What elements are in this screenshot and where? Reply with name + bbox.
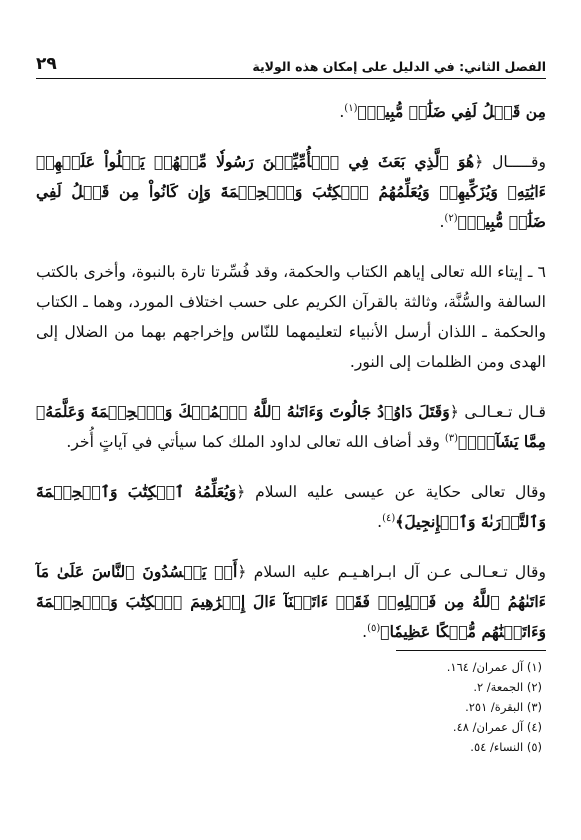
paragraph-tail: .	[439, 213, 445, 231]
footnotes-section	[36, 650, 546, 757]
footnote-ref: (٤)	[382, 512, 396, 524]
paragraph-tail: .	[377, 513, 383, 531]
footnote-item: (٢) الجمعة/ ٢.	[473, 680, 542, 694]
paragraph-2	[36, 147, 546, 237]
paragraph-1	[36, 97, 546, 127]
paragraph-intro: وقـــــال ﴿	[474, 153, 546, 171]
quran-verse: هُوَ ٱلَّذِي بَعَثَ فِي ٱلۡأُمِّيِّـۧنَ رَسُولٗا مِّنۡهُمۡ يَتۡلُواْ عَلَيۡهِمۡ ءَايَٰتِهِۦ وَيُزَكِّيهِمۡ وَيُعَلِّمُهُمُ ٱلۡكِتَٰبَ وَٱلۡحِكۡمَةَ وَإِن كَانُواْ مِن قَبۡلُ لَفِي ضَلَٰلٖ مُّبِينٖ﴾	[36, 152, 546, 231]
quran-verse: وَقَتَلَ دَاوُۥدُ جَالُوتَ وَءَاتَىٰهُ ٱللَّهُ ٱلۡمُلۡكَ وَٱلۡحِكۡمَةَ وَعَلَّمَهُۥ مِمَّا يَشَآءُۗ﴾	[36, 402, 546, 451]
paragraph-5	[36, 477, 546, 537]
paragraph-3	[36, 257, 546, 377]
footnote-item: (٣) البقرة/ ٢٥١.	[465, 700, 542, 714]
quran-verse: أَمۡ يَحۡسُدُونَ ٱلنَّاسَ عَلَىٰ مَآ ءَاتَىٰهُمُ ٱللَّهُ مِن فَضۡلِهِۦۖ فَقَدۡ ءَاتَيۡنَآ ءَالَ إِبۡرَٰهِيمَ ٱلۡكِتَٰبَ وَٱلۡحِكۡمَةَ وَءَاتَيۡنَٰهُم مُّلۡكًا عَظِيمٗا﴾	[36, 562, 546, 641]
page-number: ٢٩	[36, 54, 57, 74]
footnote-ref: (٢)	[444, 212, 458, 224]
footnote-ref: (٣)	[444, 432, 459, 444]
footnote-item: (٥) النساء/ ٥٤.	[470, 740, 542, 754]
footnote-ref: (٥)	[367, 622, 381, 634]
paragraph-intro: وقال تـعـالـى عـن آل ابـراهـيـم عليه السلام ﴿	[237, 563, 546, 581]
paragraph-text: ٦ ـ إيتاء الله تعالى إياهم الكتاب والحكمة، وقد فُسِّرتا تارة بالنبوة، وأخرى بالكتب السالفة والسُّنَّة، وثالثة بالقرآن الكريم على حسب اختلاف المورد، وهما ـ الكتاب والحكمة ـ اللذان أرسل الأنبياء لتعليمهما للنّاس وإخراجهم بهما من الضلال إلى الهدى ومن الظلمات إلى النور.	[36, 263, 546, 371]
paragraph-tail: .	[362, 623, 368, 641]
page-body	[36, 97, 546, 647]
paragraph-tail: .	[339, 103, 345, 121]
footnote-item: (٤) آل عمران/ ٤٨.	[452, 720, 542, 734]
quran-verse: مِن قَبۡلُ لَفِي ضَلَٰلٖ مُّبِينٖ﴾	[357, 102, 546, 121]
paragraph-6	[36, 557, 546, 647]
footnote-divider	[396, 650, 546, 651]
footnote-ref: (١)	[344, 102, 358, 114]
book-page	[36, 52, 546, 812]
page-header	[36, 52, 546, 79]
paragraph-tail: وقد أضاف الله تعالى لداود الملك كما سيأتي في آياتٍ أُخر.	[66, 433, 445, 451]
paragraph-intro: قـال تـعـالـى ﴿	[449, 403, 546, 421]
paragraph-4	[36, 397, 546, 457]
quran-verse: وَيُعَلِّمُهُ ٱلۡكِتَٰبَ وَٱلۡحِكۡمَةَ وَٱلتَّوۡرَىٰةَ وَٱلۡإِنجِيلَ﴾	[36, 482, 546, 531]
paragraph-intro: وقال تعالى حكاية عن عيسى عليه السلام ﴿	[236, 483, 547, 501]
chapter-title: الفصل الثاني: في الدليل على إمكان هذه الولاية	[252, 59, 546, 74]
footnote-item: (١) آل عمران/ ١٦٤.	[446, 660, 542, 674]
